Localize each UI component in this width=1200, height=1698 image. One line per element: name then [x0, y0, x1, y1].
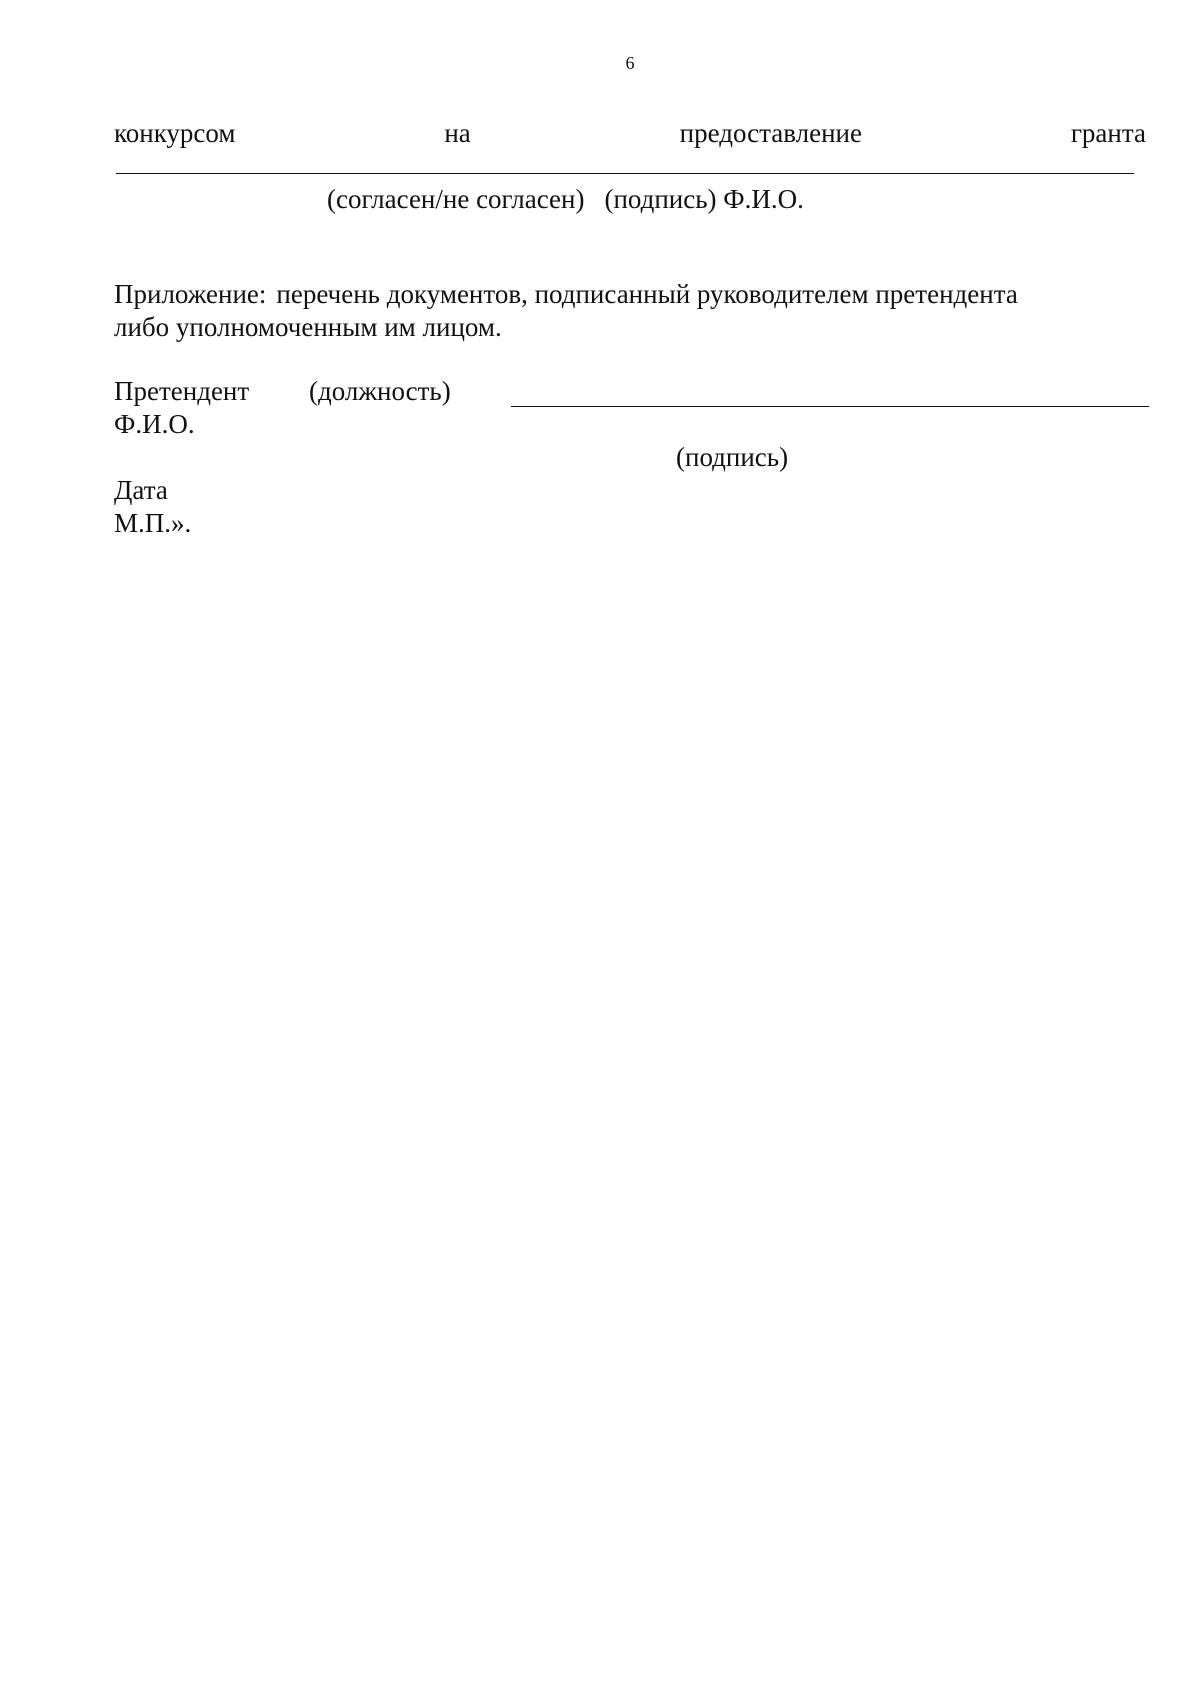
- consent-caption: [327, 182, 804, 216]
- consent-word-1: конкурсом: [114, 118, 236, 148]
- consent-choice-caption: (согласен/не согласен): [327, 184, 585, 214]
- consent-signature-caption: (подпись) Ф.И.О.: [604, 184, 804, 214]
- signature-blank-line: [511, 406, 1149, 407]
- fio-label: Ф.И.О.: [114, 409, 195, 439]
- appendix-line-1: [114, 278, 1154, 311]
- signature-caption: (подпись): [676, 442, 789, 472]
- appendix-text-line-1: перечень документов, подписанный руководителем претендента: [276, 279, 1018, 309]
- seal-label: М.П.».: [114, 508, 192, 538]
- position-label: (должность): [309, 376, 451, 406]
- consent-word-2: на: [444, 118, 471, 148]
- appendix-note: [114, 278, 1154, 344]
- consent-word-4: гранта: [1070, 118, 1146, 148]
- date-label: Дата: [114, 475, 168, 505]
- appendix-text-line-2: либо уполномоченным им лицом.: [114, 312, 502, 342]
- appendix-label: Приложение:: [114, 279, 267, 309]
- page-number: 6: [625, 53, 635, 73]
- consent-sentence-line: [114, 116, 1146, 150]
- consent-word-3: предоставление: [679, 118, 862, 148]
- applicant-label: Претендент: [114, 376, 250, 406]
- appendix-line-2: [114, 311, 1154, 344]
- consent-blank-line: [116, 173, 1134, 174]
